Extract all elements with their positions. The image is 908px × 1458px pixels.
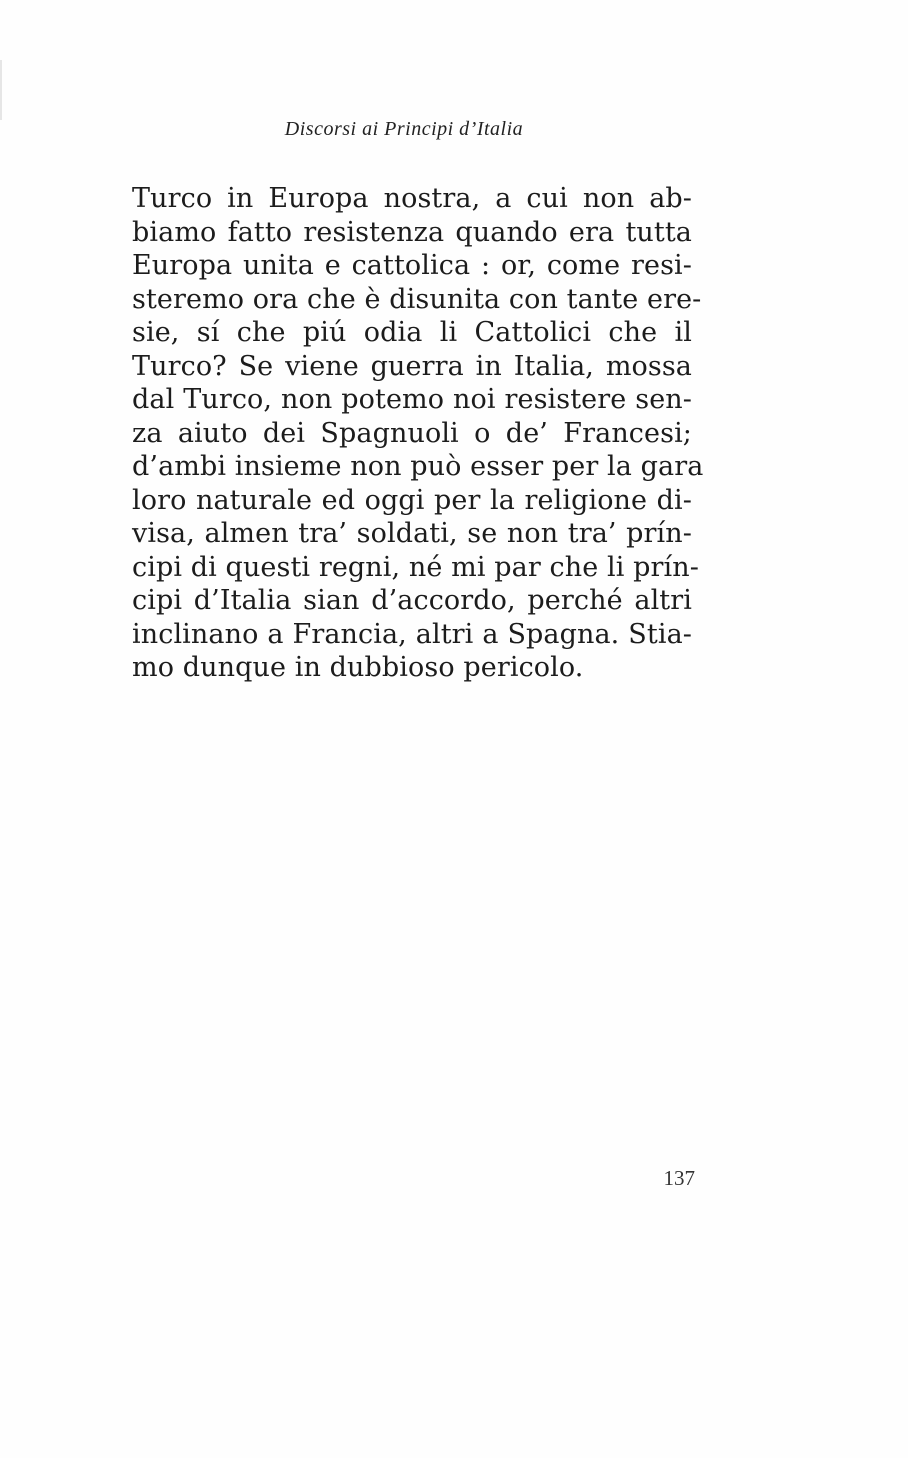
text-line: cipi d’Italia sian d’accordo, perché altri: [132, 585, 692, 616]
page-number: 137: [663, 1166, 695, 1190]
running-head: Discorsi ai Principi d’Italia: [284, 118, 524, 140]
text-line: Turco? Se viene guerra in Italia, mossa: [132, 350, 692, 382]
text-line: Turco in Europa nostra, a cui non ab-: [132, 183, 692, 214]
text-line: za aiuto dei Spagnuoli o de’ Francesi;: [132, 417, 692, 449]
text-line: steremo ora che è disunita con tante ere-: [132, 283, 702, 315]
page-edge-shadow: [0, 60, 2, 120]
text-line: visa, almen tra’ soldati, se non tra’ prín-: [132, 518, 692, 549]
text-line: mo dunque in dubbioso pericolo.: [132, 652, 584, 683]
text-line: Europa unita e cattolica : or, come resi-: [132, 250, 692, 281]
text-line: d’ambi insieme non può esser per la gara: [132, 451, 704, 482]
text-line: loro naturale ed oggi per la religione di-: [132, 484, 692, 516]
text-line: sie, sí che piú odia li Cattolici che il: [132, 317, 692, 348]
text-line: biamo fatto resistenza quando era tutta: [132, 216, 692, 248]
text-line: cipi di questi regni, né mi par che li prín-: [132, 551, 699, 583]
text-line: dal Turco, non potemo noi resistere sen-: [132, 384, 692, 415]
text-line: inclinano a Francia, altri a Spagna. Stia-: [132, 618, 692, 650]
body-paragraph: [132, 182, 704, 685]
